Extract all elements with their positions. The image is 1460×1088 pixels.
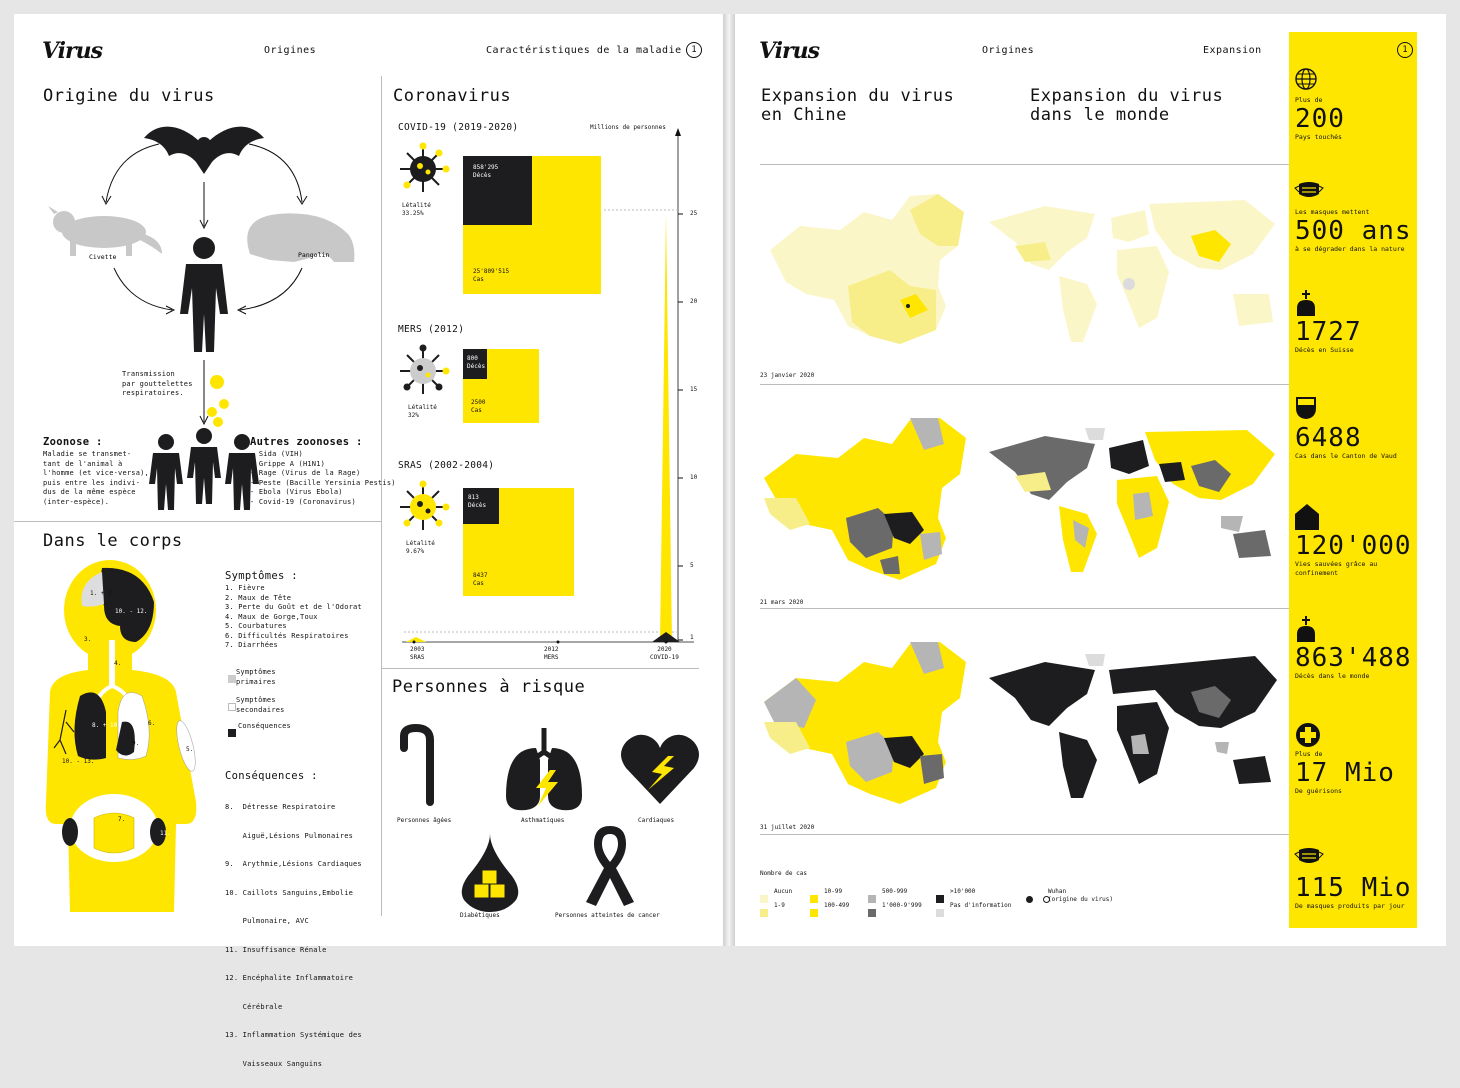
body-label-7: 6.: [148, 720, 156, 727]
body-label-9: 10. - 13.: [62, 758, 95, 765]
y-tick: 20: [690, 298, 698, 305]
stat-value: 115 Mio: [1295, 873, 1412, 903]
heart-risk-icon: [620, 732, 700, 806]
stat-label: De guérisons: [1295, 787, 1342, 795]
intestine-icon: [94, 813, 134, 853]
pangolin-label: Pangolin: [298, 251, 330, 259]
civet-icon: [48, 206, 162, 256]
origine-title: Origine du virus: [43, 86, 215, 106]
stat-value: 120'000: [1295, 531, 1412, 561]
three-humans-icon: [149, 428, 259, 510]
virus-icon: [398, 482, 448, 532]
body-label-11: 11.: [80, 830, 91, 837]
china-map-jan: [760, 190, 970, 350]
covid-spike: [660, 214, 672, 642]
globe-icon: [1295, 68, 1415, 96]
logo: Virus: [42, 38, 103, 64]
legend-1000-9999: 1'000-9'999: [868, 902, 876, 921]
x-tick-sras: 2003 SRAS: [410, 646, 425, 661]
stat-value: 863'488: [1295, 643, 1412, 673]
stat-value: 500 ans: [1295, 216, 1412, 246]
stat-item: [1295, 722, 1415, 796]
mers-letalite: Létalité 32%: [408, 404, 437, 419]
stat-item: [1295, 180, 1415, 254]
legend-title: Nombre de cas: [760, 870, 807, 877]
right-page: [735, 14, 1446, 946]
body-label-2: 10. - 12.: [115, 608, 148, 615]
stat-item: [1295, 616, 1415, 681]
cane-icon: [398, 726, 444, 806]
zoonose-text: Maladie se transmet- tant de l'animal à l'homme (et vice-versa), puis entre les indivi- dus de la même espèce (inter-espèce).: [43, 450, 149, 506]
body-label-3: 3.: [84, 636, 92, 643]
vaud-shield-icon: [1295, 396, 1415, 424]
covid-deaths-square: 858'295 Décès: [463, 156, 532, 225]
world-map-jul: [985, 650, 1281, 800]
stat-value: 1727: [1295, 317, 1362, 347]
sras-name: SRAS (2002-2004): [398, 460, 495, 471]
stat-item: [1295, 290, 1415, 355]
symptomes-title: Symptômes :: [225, 570, 298, 582]
stat-pre: Les masques mettent: [1295, 208, 1370, 216]
legend-10000: >10'000: [936, 888, 944, 907]
cases-legend: [760, 888, 1300, 918]
legend-no-info: Pas d'information: [936, 902, 944, 921]
monde-title: Expansion du virus dans le monde: [1030, 86, 1224, 125]
stat-label: Décès en Suisse: [1295, 346, 1354, 354]
stat-value: 17 Mio: [1295, 758, 1395, 788]
stat-pre: Plus de: [1295, 750, 1323, 758]
x-tick-mers: 2012 MERS: [544, 646, 559, 661]
legend-500-999: 500-999: [868, 888, 876, 907]
sras-deaths-square: 813 Décès: [463, 488, 499, 524]
chine-title: Expansion du virus en Chine: [761, 86, 955, 125]
drop-sugar-icon: [454, 832, 526, 912]
stat-label: Pays touchés: [1295, 133, 1342, 141]
risque-label-cancer: Personnes atteintes de cancer: [555, 912, 660, 919]
china-map-mar: [760, 414, 970, 584]
sras-spike: [406, 637, 426, 642]
mers-name: MERS (2012): [398, 324, 465, 335]
bat-icon: [144, 127, 264, 174]
nav-origines[interactable]: Origines: [982, 45, 1035, 56]
coronavirus-title: Coronavirus: [393, 86, 512, 106]
legend-100-499: 100-499: [810, 902, 818, 921]
legend-10-99: 10-99: [810, 888, 818, 907]
sras-cases-square: 8437 Cas: [463, 488, 574, 596]
risque-label-ages: Personnes âgées: [397, 817, 452, 824]
page-number: 1: [1397, 42, 1413, 58]
stat-label: Cas dans le Canton de Vaud: [1295, 452, 1397, 460]
stat-value: 200: [1295, 104, 1345, 134]
date-jan: 23 janvier 2020: [760, 372, 815, 379]
stat-pre: Plus de: [1295, 96, 1323, 104]
section-divider: [381, 668, 699, 669]
stat-item: [1295, 68, 1415, 142]
virus-icon: [398, 144, 448, 194]
axis-label: Millions de personnes: [590, 124, 666, 131]
medical-cross-icon: [1295, 722, 1415, 750]
transmission-text: Transmission par gouttelettes respiratoires.: [122, 370, 193, 397]
zoonose-title: Zoonose :: [43, 436, 103, 448]
stat-item: [1295, 504, 1415, 578]
risque-title: Personnes à risque: [392, 677, 586, 697]
stats-sidebar: [1289, 32, 1417, 928]
droplet-icons: [207, 375, 229, 427]
house-icon: [1295, 504, 1415, 532]
page-number: 1: [686, 42, 702, 58]
stat-value: 6488: [1295, 423, 1362, 453]
y-tick: 25: [690, 210, 698, 217]
stat-item: [1295, 396, 1415, 461]
mers-cases-square: 2500 Cas: [463, 349, 539, 423]
body-label-8: 5.: [186, 746, 194, 753]
nav-expansion[interactable]: Expansion: [1203, 45, 1262, 56]
covid-letalite: Létalité 33.25%: [402, 202, 431, 217]
grave-icon: [1295, 290, 1415, 318]
body-label-4: 4.: [114, 660, 122, 667]
y-tick: 10: [690, 474, 698, 481]
risque-label-cardiaques: Cardiaques: [638, 817, 675, 824]
body-label-6: 9.: [132, 740, 140, 747]
y-tick: 1: [690, 634, 694, 641]
stat-label: De masques produits par jour: [1295, 902, 1405, 910]
human-icon: [180, 237, 228, 352]
world-map-mar: [985, 424, 1281, 574]
date-jul: 31 juillet 2020: [760, 824, 815, 831]
consequences-title: Conséquences :: [225, 770, 318, 782]
corps-title: Dans le corps: [43, 531, 183, 551]
ribbon-icon: [582, 822, 638, 906]
virus-icon: [398, 346, 448, 396]
legend-consequences: Conséquences: [228, 722, 236, 741]
mask-icon: [1295, 180, 1415, 208]
autres-title: Autres zoonoses :: [250, 436, 363, 448]
symptomes-list: 1. Fièvre 2. Maux de Tête 3. Perte du Goût et de l'Odorat 4. Maux de Gorge,Toux 5. Courbatures 6. Difficultés Respiratoires 7. Diarrhées: [225, 584, 362, 649]
logo: Virus: [759, 38, 820, 64]
stat-label: Décès dans le monde: [1295, 672, 1370, 680]
mers-deaths-square: 800 Décès: [463, 349, 487, 379]
section-divider: [14, 521, 381, 522]
body-label-1: 1. + 2.: [90, 590, 116, 597]
mask-icon: [1295, 846, 1415, 874]
china-map-jul: [760, 638, 970, 808]
body-label-12: 11.: [160, 830, 171, 837]
risque-label-asthme: Asthmatiques: [521, 817, 565, 824]
risque-label-diabete: Diabétiques: [460, 912, 500, 919]
date-mar: 21 mars 2020: [760, 599, 804, 606]
stat-item: [1295, 846, 1415, 911]
lungs-icon: [502, 726, 586, 812]
sras-letalite: Létalité 9.67%: [406, 540, 435, 555]
left-page: [14, 14, 723, 1068]
legend-primaires: Symptômes primaires: [228, 668, 236, 687]
body-label-10: 7.: [118, 816, 126, 823]
legend-secondaires: Symptômes secondaires: [228, 696, 236, 715]
grave-icon: [1295, 616, 1415, 644]
autres-list: - Sida (VIH) - Grippe A (H1N1) - Rage (Virus de la Rage) - Peste (Bacille Yersinia Pestis) - Ebola (Virus Ebola) - Covid-19 (Coronavirus): [250, 450, 396, 506]
kidney-left-icon: [62, 818, 78, 846]
y-tick: 15: [690, 386, 698, 393]
book-gutter: [723, 14, 735, 946]
nav-origines[interactable]: Origines: [264, 45, 317, 56]
consequences-list: 8. Détresse Respiratoire Aiguë,Lésions Pulmonaires 9. Arythmie,Lésions Cardiaques 10. Caillots Sanguins,Embolie Pulmonaire, AVC 11. Insuffisance Rénale 12. Encéphalite Inflammatoire Cérébrale 13. Inflammation Systémique des Vaisseaux Sanguins: [225, 803, 362, 1068]
legend-wuhan: Wuhan (origine du virus): [1026, 888, 1050, 907]
y-tick: 5: [690, 562, 694, 569]
world-map-jan: [985, 194, 1281, 344]
covid-cases-square: 25'809'515 Cas: [463, 156, 601, 294]
body-label-5: 8. + 10.: [92, 722, 121, 729]
civette-label: Civette: [89, 253, 117, 261]
stat-label: Vies sauvées grâce au confinement: [1295, 560, 1378, 577]
covid-name: COVID-19 (2019-2020): [398, 122, 519, 133]
legend-1-9: 1-9: [760, 902, 768, 921]
stat-label: à se dégrader dans la nature: [1295, 245, 1405, 253]
x-tick-covid: 2020 COVID-19: [650, 646, 679, 661]
nav-caracteristiques[interactable]: Caractéristiques de la maladie: [486, 45, 682, 56]
legend-aucun: Aucun: [760, 888, 768, 907]
